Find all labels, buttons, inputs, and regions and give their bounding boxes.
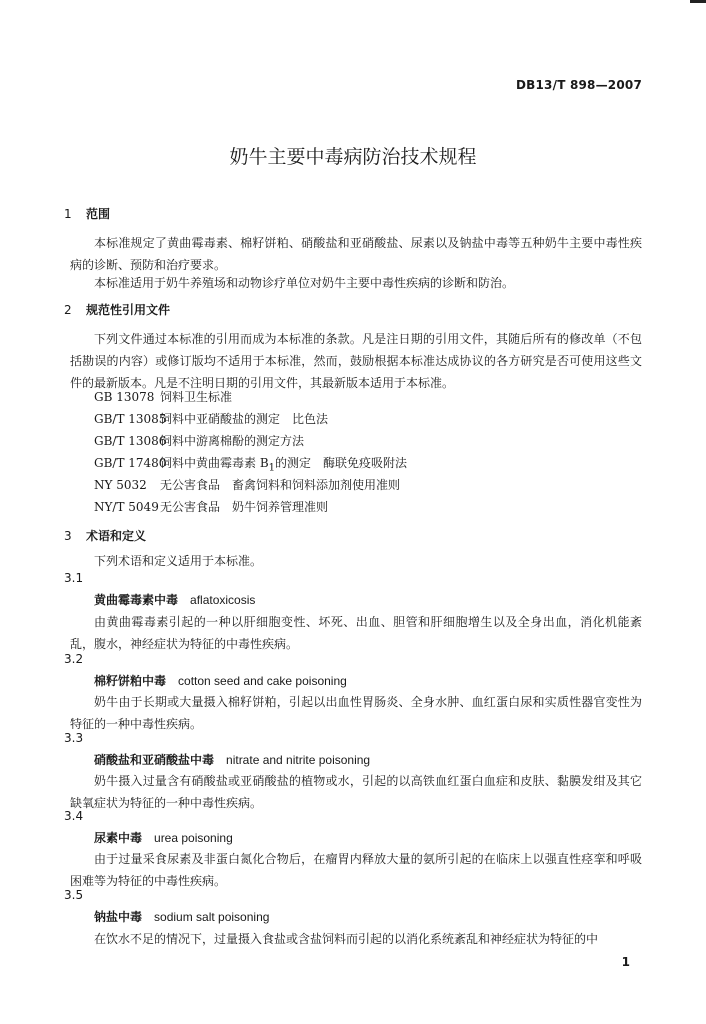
term-entry bbox=[94, 749, 370, 771]
reference-title: 饲料中亚硝酸盐的测定 比色法 bbox=[160, 412, 329, 426]
term-en: aflatoxicosis bbox=[190, 593, 256, 607]
reference-code: GB/T 13086 bbox=[94, 434, 167, 448]
term-en: cotton seed and cake poisoning bbox=[178, 674, 347, 688]
term-entry bbox=[94, 670, 347, 692]
section-1-heading bbox=[64, 203, 110, 225]
term-en: sodium salt poisoning bbox=[154, 910, 270, 924]
section-3-intro: 下列术语和定义适用于本标准。 bbox=[94, 554, 263, 568]
term-definition: 由黄曲霉毒素引起的一种以肝细胞变性、坏死、出血、胆管和肝细胞增生以及全身出血，消化机能紊乱，腹水，神经症状为特征的中毒性疾病。 bbox=[70, 615, 642, 651]
reference-code: NY/T 5049 bbox=[94, 500, 159, 514]
section-number: 2 bbox=[64, 303, 72, 317]
scan-corner-mark bbox=[690, 0, 706, 3]
term-entry bbox=[94, 827, 233, 849]
reference-code: GB/T 13085 bbox=[94, 412, 167, 426]
clause-number: 3.1 bbox=[64, 571, 84, 585]
section-1-paragraph-1: 本标准规定了黄曲霉毒素、棉籽饼粕、硝酸盐和亚硝酸盐、尿素以及钠盐中毒等五种奶牛主要中毒性疾病的诊断、预防和治疗要求。 bbox=[70, 236, 642, 272]
reference-title-part: 饲料中黄曲霉毒素 B bbox=[160, 456, 269, 470]
reference-item bbox=[94, 386, 232, 408]
term-en: urea poisoning bbox=[154, 831, 233, 845]
term-entry bbox=[94, 906, 269, 928]
document-title: 奶牛主要中毒病防治技术规程 bbox=[229, 146, 477, 168]
page-number: 1 bbox=[621, 955, 630, 969]
reference-item bbox=[94, 496, 328, 518]
section-title: 术语和定义 bbox=[86, 529, 147, 543]
term-en: nitrate and nitrite poisoning bbox=[226, 753, 371, 767]
reference-item bbox=[94, 408, 328, 430]
reference-code: GB/T 17480 bbox=[94, 456, 167, 470]
section-title: 范围 bbox=[86, 207, 111, 221]
reference-title: 饲料中游离棉酚的测定方法 bbox=[160, 434, 305, 448]
reference-code: NY 5032 bbox=[94, 478, 147, 492]
section-3-heading bbox=[64, 525, 146, 547]
reference-title: 无公害食品 奶牛饲养管理准则 bbox=[160, 500, 329, 514]
section-number: 1 bbox=[64, 207, 72, 221]
section-2-heading bbox=[64, 299, 170, 321]
term-zh: 钠盐中毒 bbox=[94, 910, 143, 924]
section-number: 3 bbox=[64, 529, 72, 543]
clause-number: 3.4 bbox=[64, 809, 84, 823]
reference-title-part: 的测定 酶联免疫吸附法 bbox=[275, 456, 408, 470]
clause-number: 3.2 bbox=[64, 652, 84, 666]
section-1-paragraph-2: 本标准适用于奶牛养殖场和动物诊疗单位对奶牛主要中毒性疾病的诊断和防治。 bbox=[94, 276, 515, 290]
term-entry bbox=[94, 589, 255, 611]
term-zh: 尿素中毒 bbox=[94, 831, 143, 845]
reference-code: GB 13078 bbox=[94, 390, 155, 404]
term-zh: 硝酸盐和亚硝酸盐中毒 bbox=[94, 753, 215, 767]
reference-title: 无公害食品 畜禽饲料和饲料添加剂使用准则 bbox=[160, 478, 401, 492]
term-definition: 奶牛摄入过量含有硝酸盐或亚硝酸盐的植物或水，引起的以高铁血红蛋白血症和皮肤、黏膜发绀及其它缺氧症状为特征的一种中毒性疾病。 bbox=[70, 774, 642, 810]
term-definition: 在饮水不足的情况下，过量摄入食盐或含盐饲料而引起的以消化系统紊乱和神经症状为特征的中 bbox=[94, 932, 599, 946]
clause-number: 3.3 bbox=[64, 731, 84, 745]
reference-title: 饲料卫生标准 bbox=[160, 390, 233, 404]
term-zh: 棉籽饼粕中毒 bbox=[94, 674, 167, 688]
term-definition: 由于过量采食尿素及非蛋白氮化合物后，在瘤胃内释放大量的氨所引起的在临床上以强直性痉挛和呼吸困难等为特征的中毒性疾病。 bbox=[70, 852, 642, 888]
term-definition: 奶牛由于长期或大量摄入棉籽饼粕，引起以出血性胃肠炎、全身水肿、血红蛋白尿和实质性器官变性为特征的一种中毒性疾病。 bbox=[70, 695, 642, 731]
term-zh: 黄曲霉毒素中毒 bbox=[94, 593, 179, 607]
reference-item bbox=[94, 430, 304, 452]
clause-number: 3.5 bbox=[64, 888, 84, 902]
reference-item bbox=[94, 474, 400, 496]
section-title: 规范性引用文件 bbox=[86, 303, 171, 317]
reference-title-subscript: 1 bbox=[268, 462, 276, 474]
section-2-paragraph: 下列文件通过本标准的引用而成为本标准的条款。凡是注日期的引用文件，其随后所有的修改单（不包括勘误的内容）或修订版均不适用于本标准，然而，鼓励根据本标准达成协议的各方研究是否可使用这些文件的最新版本。凡是不注明日期的引用文件，其最新版本适用于本标准。 bbox=[70, 332, 642, 390]
standard-code: DB13/T 898—2007 bbox=[516, 78, 642, 92]
